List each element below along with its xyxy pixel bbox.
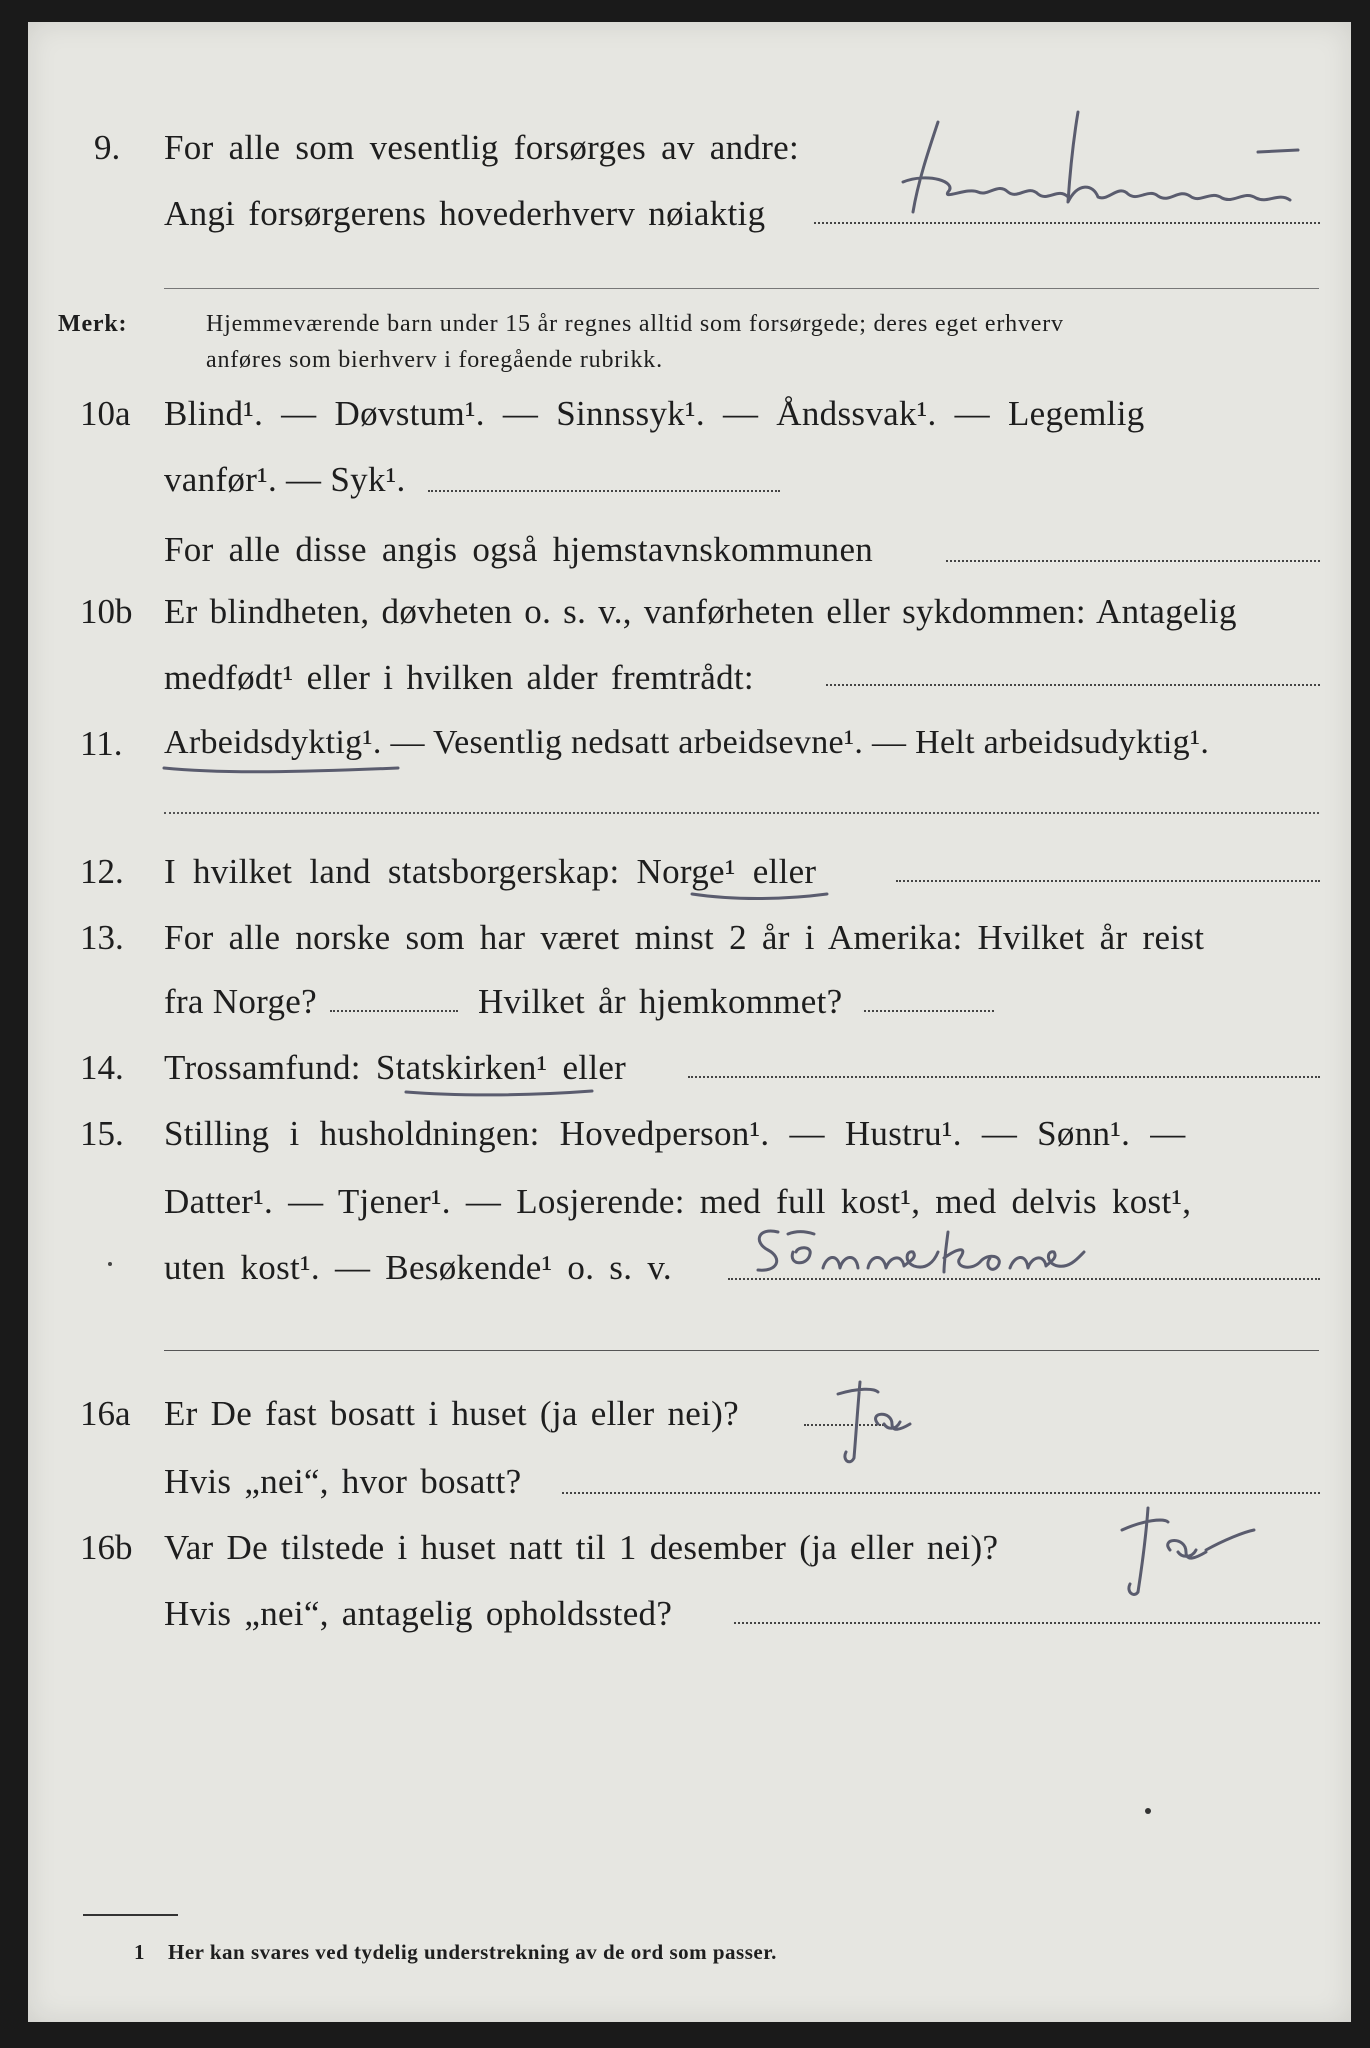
item-number-11: 11. (80, 724, 123, 763)
q15-line3: uten kost¹. — Besøkende¹ o. s. v. (164, 1248, 672, 1287)
q13-return-line (864, 1010, 994, 1012)
q14-answer-line (688, 1076, 1320, 1078)
q16a-line2: Hvis „nei“, hvor bosatt? (164, 1462, 522, 1501)
ink-speck (108, 1262, 112, 1266)
item-number-10b: 10b (80, 592, 133, 631)
q11-underline-mark (164, 760, 404, 780)
merk-line2: anføres som bierhverv i foregående rubrikk. (206, 347, 663, 373)
item-number-15: 15. (80, 1114, 124, 1153)
q15-handwritten-answer (748, 1222, 1178, 1282)
ink-speck (1145, 1808, 1151, 1814)
merk-line1: Hjemmeværende barn under 15 år regnes alltid som forsørgede; deres eget erhverv (206, 311, 1064, 337)
merk-label: Merk: (58, 311, 128, 337)
item-number-9: 9. (94, 128, 121, 167)
q16b-handwritten-answer (1094, 1500, 1294, 1600)
q10b-line1: Er blindheten, døvheten o. s. v., vanførheten eller sykdommen: Antagelig (164, 592, 1237, 631)
q11-line1: Arbeidsdyktig¹. — Vesentlig nedsatt arbeidsevne¹. — Helt arbeidsudyktig¹. (164, 724, 1210, 761)
q12-answer-line (896, 880, 1320, 882)
q10b-answer-line (826, 684, 1320, 686)
item-number-14: 14. (80, 1048, 124, 1087)
q15-line2: Datter¹. — Tjener¹. — Losjerende: med full kost¹, med delvis kost¹, (164, 1182, 1192, 1221)
q16b-line1: Var De tilstede i huset natt til 1 desember (ja eller nei)? (164, 1528, 999, 1567)
q13-line2a: fra Norge? (164, 982, 317, 1021)
q10a-hometown-line (946, 560, 1320, 562)
q9-handwritten-answer (898, 112, 1348, 232)
q16a-residence-line (562, 1492, 1320, 1494)
q16b-line2: Hvis „nei“, antagelig opholdssted? (164, 1594, 673, 1633)
footnote-text: Her kan svares ved tydelig understrekning av de ord som passer. (168, 1940, 777, 1964)
footnote-mark: 1 (134, 1940, 145, 1964)
separator-line (164, 288, 1319, 289)
item-number-16a: 16a (80, 1394, 131, 1433)
item-number-16b: 16b (80, 1528, 133, 1567)
census-form-page (28, 22, 1351, 2022)
q11-answer-line (164, 812, 1319, 814)
q12-underline-mark (692, 888, 832, 908)
q9-line2: Angi forsørgerens hovederhverv nøiaktig (164, 194, 766, 233)
q15-line1: Stilling i husholdningen: Hovedperson¹. — Hustru¹. — Sønn¹. — (164, 1114, 1186, 1153)
q16a-handwritten-answer (818, 1374, 978, 1464)
footnote-rule (83, 1914, 178, 1916)
q13-departure-line (330, 1010, 458, 1012)
item-number-10a: 10a (80, 394, 131, 433)
q10a-line2: vanfør¹. — Syk¹. (164, 460, 406, 499)
q10a-line3: For alle disse angis også hjemstavnskommunen (164, 530, 874, 569)
q16b-location-line (734, 1622, 1320, 1624)
q10a-answer-line (428, 490, 780, 492)
q10b-line2: medfødt¹ eller i hvilken alder fremtrådt: (164, 658, 754, 697)
q13-line2b: Hvilket år hjemkommet? (478, 982, 843, 1021)
q14-underline-mark (406, 1086, 596, 1106)
separator-line-2 (164, 1350, 1319, 1351)
q16a-line1: Er De fast bosatt i huset (ja eller nei)? (164, 1394, 739, 1433)
q14-line1: Trossamfund: Statskirken¹ eller (164, 1048, 627, 1087)
q9-line1: For alle som vesentlig forsørges av andre: (164, 128, 800, 167)
item-number-13: 13. (80, 918, 124, 957)
item-number-12: 12. (80, 852, 124, 891)
q10a-line1: Blind¹. — Døvstum¹. — Sinnssyk¹. — Åndssvak¹. — Legemlig (164, 394, 1145, 433)
q12-line1: I hvilket land statsborgerskap: Norge¹ eller (164, 852, 817, 891)
q13-line1: For alle norske som har været minst 2 år i Amerika: Hvilket år reist (164, 918, 1205, 957)
